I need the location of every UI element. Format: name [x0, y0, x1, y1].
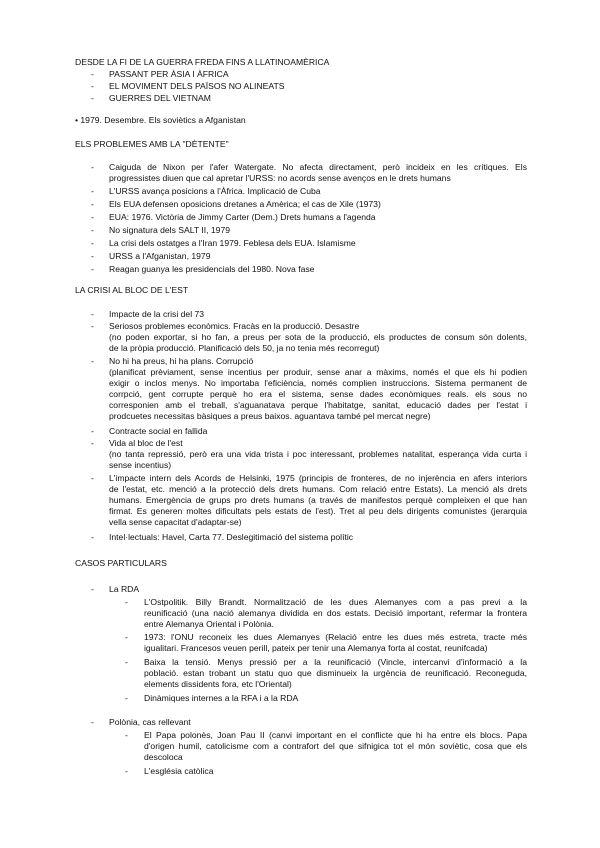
text-line: prodcuetes necessitas bàsiques a preus baixos. aguantava també pel mercat negre) — [109, 411, 431, 421]
dash-marker: - — [125, 597, 128, 607]
text-line: descoloca — [144, 752, 183, 762]
text-line: L'Ostpolitik. Billy Brandt. Normalització de les dues Alemanyes com a pas previ a la — [144, 597, 527, 607]
list-item: Impacte de la crisi del 73 — [109, 309, 205, 319]
text-line: L'impacte intern dels Acords de Helsinki, 1975 (principis de fronteres, de no injerència en afers interiors — [109, 473, 527, 483]
text-line: corresponien amb el treball, s'aguanatava perque l'habitatge, sanitat, educació dades per l'estat i — [109, 400, 527, 410]
sub-item — [144, 632, 527, 654]
dash-marker: - — [91, 584, 94, 594]
text-line: humans. Emergència de grups pro drets humans (a través de manifestos perquè compleixen el que han — [109, 495, 527, 505]
dash-marker: - — [91, 186, 94, 196]
intro-item: GUERRES DEL VIETNAM — [109, 93, 211, 103]
text-line: entre Alemanya Oriental i Polònia. — [144, 619, 274, 629]
text-line: vella sense capacitat d'adaptar-se) — [109, 517, 242, 527]
sub-item: Dinàmiques internes a la RFA i a la RDA — [144, 693, 299, 703]
list-item: Vida al bloc de l'est — [109, 438, 183, 448]
text-line: Baixa la tensió. Menys pressió per a la reunificació (Vincle, intercanvi d'informació a la — [144, 657, 527, 667]
dash-marker: - — [91, 162, 94, 172]
dash-marker: - — [91, 717, 94, 727]
dash-marker: - — [125, 657, 128, 667]
list-item: L'URSS avança posicions a l'Àfrica. Implicació de Cuba — [109, 186, 321, 196]
sub-item — [144, 730, 527, 763]
dash-marker: - — [91, 199, 94, 209]
text-line: població. estan trobant un statu quo que disminueix la urgència de reunificació. Reconeguda, — [144, 668, 527, 678]
text-line: de l'estat, etc. menció a la protecció dels drets humans. Com relació entre Estats). La menció als drets — [109, 484, 527, 494]
text-line: progressistes diuen que cal apretar l'URSS: no acords sense avenços en le drets humans — [109, 173, 451, 183]
text-line: de la pròpia producció. Planificació dels 50, ja no tenia més recorregut) — [109, 343, 380, 353]
list-item-detail — [109, 367, 527, 422]
dash-marker: - — [91, 532, 94, 542]
text-line: 1973: l'ONU reconeix les dues Alemanyes (Relació entre les dues més estreta, tracte més — [144, 632, 527, 642]
list-item: No signatura dels SALT II, 1979 — [109, 225, 231, 235]
section-title: CASOS PARTICULARS — [75, 558, 167, 568]
sub-item — [144, 597, 527, 630]
list-item: Els EUA defensen oposicions dretanes a Amèrica; el cas de Xile (1973) — [109, 199, 381, 209]
dash-marker: - — [125, 730, 128, 740]
section-title: ELS PROBLEMES AMB LA "DÈTENTE" — [75, 139, 229, 149]
text-line: firmat. Es generen moltes dificultats pels estats de l'est). Tret al peu dels dirigents comunistes (jerarquia — [109, 506, 527, 516]
intro-item: PASSANT PER ÀSIA I ÀFRICA — [109, 69, 229, 79]
list-item-detail — [109, 449, 527, 471]
dash-marker: - — [91, 93, 94, 103]
dash-marker: - — [91, 81, 94, 91]
dash-marker: - — [91, 238, 94, 248]
dash-marker: - — [91, 264, 94, 274]
case-label: Polònia, cas rellevant — [109, 717, 191, 727]
list-item: Contracte social en fallida — [109, 426, 208, 436]
text-line: sense incentius) — [109, 460, 172, 470]
list-item — [109, 473, 527, 528]
section-title: LA CRISI AL BLOC DE L'EST — [75, 285, 189, 295]
dash-marker: - — [91, 473, 94, 483]
sub-item: L'església catòlica — [144, 766, 214, 776]
list-item-detail — [109, 332, 527, 354]
list-item: No hi ha preus, hi ha plans. Corrupció — [109, 356, 254, 366]
text-line: Caiguda de Nixon per l'afer Watergate. No afecta directament, però incideix en les crítiques. Els — [109, 162, 527, 172]
dash-marker: - — [91, 251, 94, 261]
dash-marker: - — [91, 212, 94, 222]
dash-marker: - — [91, 69, 94, 79]
dash-marker: - — [91, 321, 94, 331]
list-item: Reagan guanya les presidencials del 1980. Nova fase — [109, 264, 315, 274]
intro-item: EL MOVIMENT DELS PAÏSOS NO ALINEATS — [109, 81, 285, 91]
list-item: Intel·lectuals: Havel, Carta 77. Deslegitimació del sistema polític — [109, 532, 354, 542]
text-line: igualitari. Francesos veuen perill, pateix per tenir una Alemanya forta al costat, reunifcada) — [144, 643, 488, 653]
dash-marker: - — [91, 309, 94, 319]
list-item: URSS a l'Afganistan, 1979 — [109, 251, 211, 261]
text-line: corrpció, gent corrupte perquè ho era el sistema, sense dades econòmiques reals. els sous no — [109, 389, 527, 399]
dash-marker: - — [125, 693, 128, 703]
text-line: elements dissidents fora, etc l'Oriental) — [144, 679, 292, 689]
case-label: La RDA — [109, 584, 140, 594]
list-item: EUA: 1976. Victòria de Jimmy Carter (Dem.) Drets humans a l'agenda — [109, 212, 376, 222]
list-item — [109, 162, 527, 184]
text-line: reunificació (una nació alemanya dividida en dos estats. Decisió important, refermar la frontera — [144, 608, 527, 618]
dash-marker: - — [91, 438, 94, 448]
dash-marker: - — [91, 426, 94, 436]
list-item: Seriosos problemes econòmics. Fracàs en la producció. Desastre — [109, 321, 360, 331]
list-item: La crisi dels ostatges a l'Iran 1979. Feblesa dels EUA. Islamisme — [109, 238, 356, 248]
text-line: exigir o inclos menys. No importaba l'eficiència, només complien instruccions. Sistema permanent de — [109, 378, 527, 388]
text-line: (planificat prèviament, sense incentius per produir, sense anar a màxims, només el que els hi podien — [109, 367, 527, 377]
dash-marker: - — [91, 356, 94, 366]
dash-marker: - — [125, 766, 128, 776]
text-line: d'origen humil, catolicisme com a contrafort del que sifnigica tot el món soviètic, cosa que els — [144, 741, 527, 751]
sub-item — [144, 657, 527, 690]
text-line: El Papa polonès, Joan Pau II (canvi important en el conflicte que hi ha entre els blocs. Papa — [144, 730, 527, 740]
bullet-note: • 1979. Desembre. Els soviètics a Afganistan — [75, 115, 246, 125]
dash-marker: - — [125, 632, 128, 642]
dash-marker: - — [91, 225, 94, 235]
main-heading: DESDE LA FI DE LA GUERRA FREDA FINS A LLATINOAMÈRICA — [75, 57, 330, 67]
text-line: (no tanta repressió, però era una vida trista i poc interessant, problemes natalitat, esperança vida curta i — [109, 449, 527, 459]
text-line: (no poden exportar, si ho fan, a preus per sota de la producció, els productes de consum són dolents, — [109, 332, 527, 342]
